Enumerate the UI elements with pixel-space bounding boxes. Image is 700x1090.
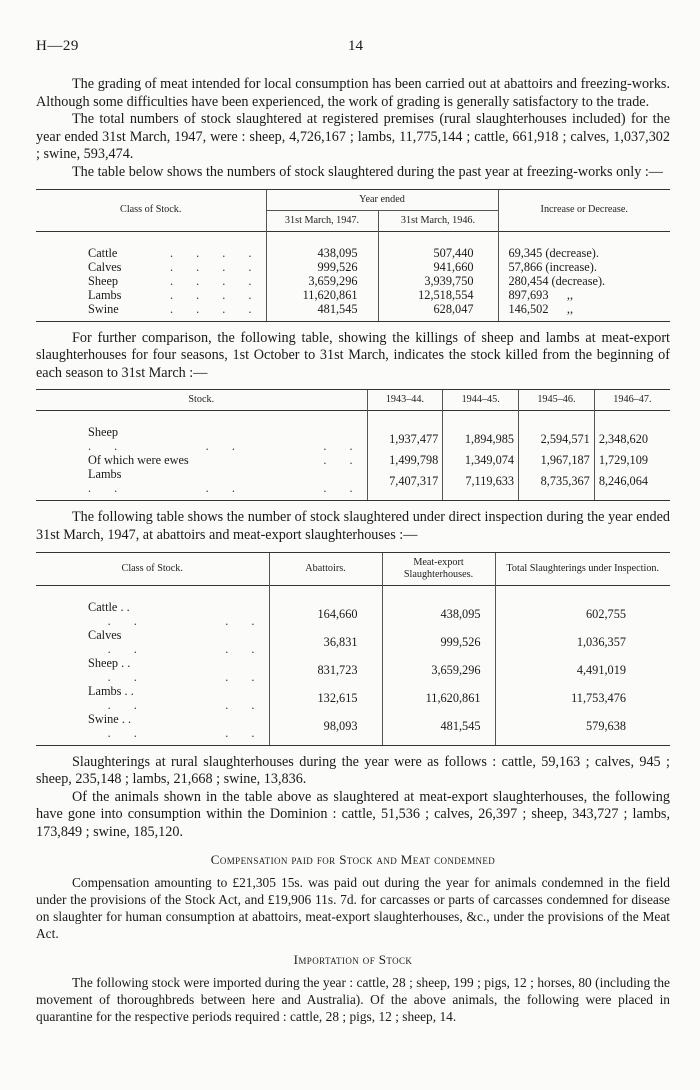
- table1-header-1946: 31st March, 1946.: [378, 210, 498, 231]
- cell-value: 1,937,477: [367, 425, 443, 453]
- cell-change: 897,693 ,,: [498, 288, 670, 302]
- table1-header-class: Class of Stock.: [120, 204, 182, 216]
- page-number: 14: [348, 38, 363, 54]
- cell-total: 1,036,357: [495, 628, 670, 656]
- cell-1947: 11,620,861: [266, 288, 378, 302]
- table-row: [36, 274, 670, 288]
- cell-1947: 999,526: [266, 260, 378, 274]
- cell-change: 57,866 (increase).: [498, 260, 670, 274]
- paragraph-compensation: Compensation amounting to £21,305 15s. was paid out during the year for animals condemned in the field under the provisions of the Stock Act, and £19,906 11s. 7d. for carcasses or parts of carcasses condemned for disease on slaughter for human consumption at abattoirs, meat-export slaughterhouses, &c., under the provisions of the Meat Act.: [36, 874, 670, 941]
- cell-value: 1,499,798: [367, 453, 443, 467]
- leader-dots: . .: [323, 453, 363, 468]
- leader-dots: . . . . . .: [88, 439, 363, 454]
- cell-1947: 3,659,296: [266, 274, 378, 288]
- paragraph-table1-intro: The table below shows the numbers of stock slaughtered during the past year at freezing-works only :—: [72, 163, 663, 180]
- cell-total: 602,755: [495, 600, 670, 628]
- paragraph-table3-intro: The following table shows the number of stock slaughtered under direct inspection during the year ended 31st March, 1947, at abattoirs and meat-export slaughterhouses :—: [36, 509, 670, 543]
- table2-header-stock: Stock.: [188, 394, 215, 406]
- cell-1947: 481,545: [266, 302, 378, 316]
- cell-1946: 507,440: [378, 246, 498, 260]
- table-row: [36, 628, 670, 656]
- table2-header-season: 1943–44.: [367, 390, 443, 411]
- table-row: [36, 453, 670, 467]
- cell-value: 8,246,064: [594, 467, 670, 495]
- page-content: [36, 76, 670, 1025]
- cell-1946: 12,518,554: [378, 288, 498, 302]
- row-label: Sheep: [88, 273, 119, 288]
- table-row: [36, 246, 670, 260]
- table-row: [36, 467, 670, 495]
- table2-header-season: 1945–46.: [519, 390, 595, 411]
- table-row: [36, 260, 670, 274]
- paragraph-consumption: Of the animals shown in the table above as slaughtered at meat-export slaughterhouses, the following have gone into consumption within the Dominion : cattle, 51,536 ; calves, 26,397 ; sheep, 343,727 ; lambs, 173,849 ; swine, 185,120.: [36, 788, 670, 840]
- table3-header-meat-export: Meat-export Slaughterhouses.: [382, 553, 495, 586]
- cell-1946: 3,939,750: [378, 274, 498, 288]
- leader-dots: . . . .: [107, 641, 265, 656]
- table2-header-season: 1946–47.: [594, 390, 670, 411]
- row-label: Lambs: [88, 287, 122, 302]
- cell-value: 1,729,109: [594, 453, 670, 467]
- table-row: [36, 684, 670, 712]
- leader-dots: . . . .: [107, 613, 265, 628]
- leader-dots: . . . .: [169, 287, 262, 302]
- cell-value: 7,119,633: [443, 467, 519, 495]
- cell-meat-export: 999,526: [382, 628, 495, 656]
- cell-value: 1,967,187: [519, 453, 595, 467]
- row-label: Lambs: [88, 467, 122, 482]
- cell-value: 7,407,317: [367, 467, 443, 495]
- row-label: Sheep: [88, 425, 119, 440]
- cell-meat-export: 481,545: [382, 712, 495, 740]
- table1-header-year-ended: Year ended: [266, 190, 498, 211]
- paragraph-table2-intro: For further comparison, the following table, showing the killings of sheep and lambs at meat-export slaughterhouses for four seasons, 1st October to 31st March, indicates the stock killed from the beginning of each season to 31st March :—: [36, 329, 670, 381]
- paragraph-importation: The following stock were imported during the year : cattle, 28 ; sheep, 199 ; pigs, 12 ; horses, 80 (including the movement of thoroughbreds between here and Australia). Of the above animals, the following were placed in quarantine for the respective periods required : cattle, 28 ; pigs, 12 ; sheep, 14.: [36, 974, 670, 1024]
- row-label: Calves: [88, 259, 122, 274]
- cell-1947: 438,095: [266, 246, 378, 260]
- cell-total: 11,753,476: [495, 684, 670, 712]
- row-label: Calves: [88, 627, 122, 642]
- cell-change: 146,502 ,,: [498, 302, 670, 316]
- table-row: [36, 712, 670, 740]
- leader-dots: . . . .: [169, 273, 262, 288]
- cell-abattoirs: 98,093: [269, 712, 382, 740]
- cell-value: 2,348,620: [594, 425, 670, 453]
- cell-abattoirs: 132,615: [269, 684, 382, 712]
- cell-abattoirs: 164,660: [269, 600, 382, 628]
- leader-dots: . . . .: [107, 669, 265, 684]
- cell-abattoirs: 36,831: [269, 628, 382, 656]
- row-label: Of which were ewes: [88, 453, 189, 468]
- paragraph-rural: Slaughterings at rural slaughterhouses during the year were as follows : cattle, 59,163 ; calves, 945 ; sheep, 235,148 ; lambs, 21,668 ; swine, 13,836.: [36, 753, 670, 788]
- cell-change: 280,454 (decrease).: [498, 274, 670, 288]
- table-row: [36, 288, 670, 302]
- table3-header-total: Total Slaughterings under Inspection.: [495, 553, 670, 586]
- page-header: [36, 38, 670, 58]
- row-label: Cattle: [88, 245, 118, 260]
- paragraph-grading: The grading of meat intended for local consumption has been carried out at abattoirs and freezing-works. Although some difficulties have been experienced, the work of grading is generally satisfactory to the trade.: [36, 76, 670, 110]
- cell-abattoirs: 831,723: [269, 656, 382, 684]
- cell-total: 579,638: [495, 712, 670, 740]
- row-label: Sheep . .: [88, 655, 131, 670]
- row-label: Lambs . .: [88, 683, 134, 698]
- cell-value: 8,735,367: [519, 467, 595, 495]
- leader-dots: . . . .: [169, 301, 262, 316]
- table-sheep-lambs-seasons: [36, 389, 670, 501]
- cell-meat-export: 3,659,296: [382, 656, 495, 684]
- table1-header-change: Increase or Decrease.: [498, 190, 670, 232]
- table3-header-abattoirs: Abattoirs.: [269, 553, 382, 586]
- cell-meat-export: 11,620,861: [382, 684, 495, 712]
- leader-dots: . . . .: [107, 725, 265, 740]
- table-row: [36, 656, 670, 684]
- table3-header-class: Class of Stock.: [121, 562, 183, 574]
- cell-value: 1,349,074: [443, 453, 519, 467]
- leader-dots: . . . . . .: [88, 481, 363, 496]
- table-row: [36, 302, 670, 316]
- heading-importation: Importation of Stock: [293, 951, 413, 967]
- cell-change: 69,345 (decrease).: [498, 246, 670, 260]
- row-label: Swine: [88, 301, 119, 316]
- leader-dots: . . . .: [107, 697, 265, 712]
- leader-dots: . . . .: [169, 259, 262, 274]
- paragraph-totals: The total numbers of stock slaughtered at registered premises (rural slaughterhouses included) for the year ended 31st March, 1947, were : sheep, 4,726,167 ; lambs, 11,775,144 ; cattle, 661,918 ; calves, 1,037,302 ; swine, 593,474.: [36, 111, 670, 163]
- row-label: Swine . .: [88, 711, 132, 726]
- heading-compensation: Compensation paid for Stock and Meat condemned: [210, 851, 496, 867]
- table-row: [36, 600, 670, 628]
- row-label: Cattle . .: [88, 599, 130, 614]
- cell-total: 4,491,019: [495, 656, 670, 684]
- leader-dots: . . . .: [169, 245, 262, 260]
- cell-value: 2,594,571: [519, 425, 595, 453]
- table-row: [36, 425, 670, 453]
- cell-1946: 941,660: [378, 260, 498, 274]
- cell-meat-export: 438,095: [382, 600, 495, 628]
- cell-1946: 628,047: [378, 302, 498, 316]
- table-direct-inspection: [36, 552, 670, 746]
- table-freezing-works: [36, 189, 670, 322]
- cell-value: 1,894,985: [443, 425, 519, 453]
- table1-header-1947: 31st March, 1947.: [266, 210, 378, 231]
- document-reference: H—29: [36, 38, 79, 54]
- table2-header-season: 1944–45.: [443, 390, 519, 411]
